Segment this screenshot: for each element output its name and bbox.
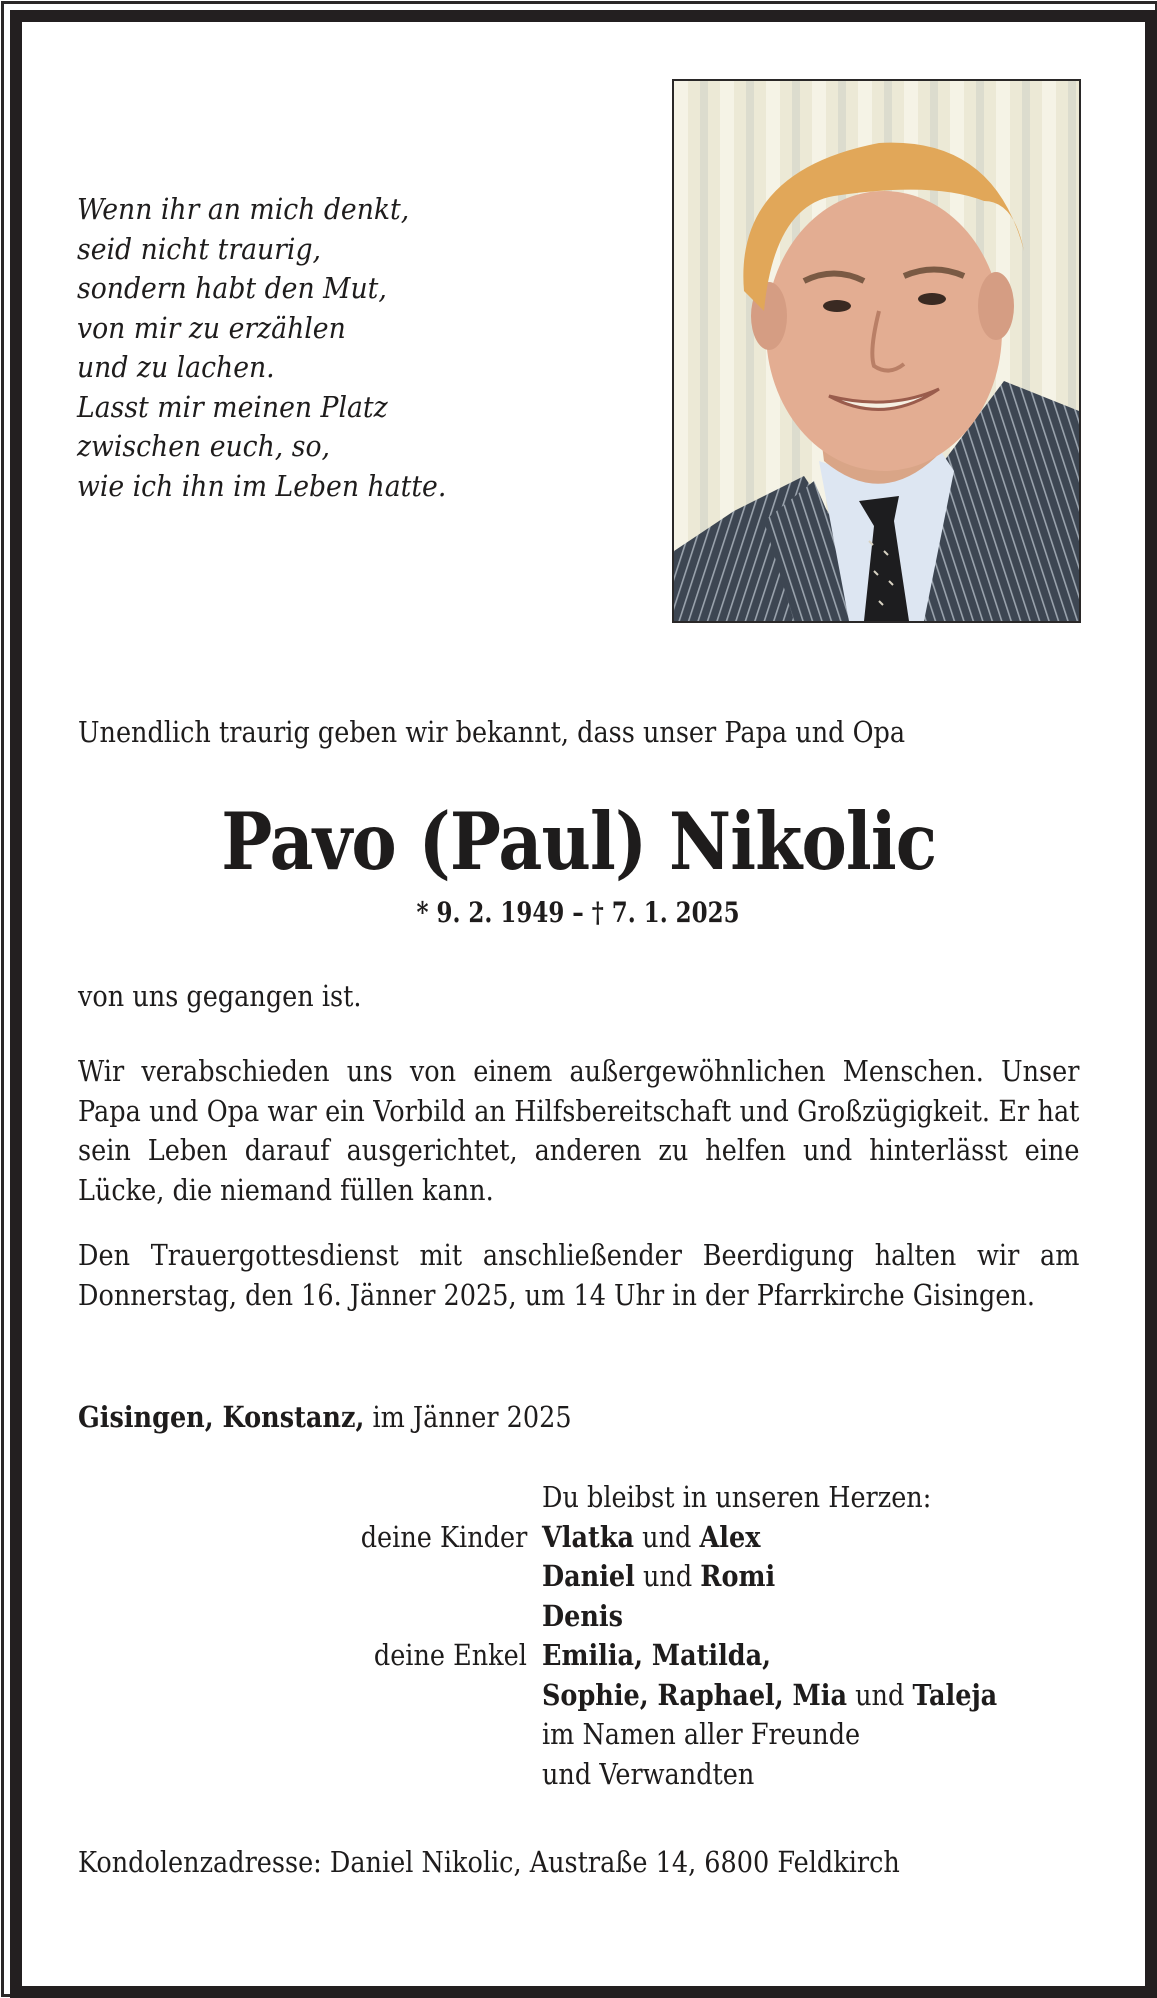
deceased-name <box>0 795 1157 888</box>
life-dates-text: * 9. 2. 1949 – † 7. 1. 2025 <box>416 896 741 929</box>
poem <box>77 190 446 506</box>
grandchildren-line <box>542 1676 997 1716</box>
and-word: und <box>642 1519 692 1554</box>
child-name: Denis <box>542 1598 623 1633</box>
condolence-address: Kondolenzadresse: Daniel Nikolic, Austraße 14, 6800 Feldkirch <box>78 1845 900 1879</box>
date: im Jänner 2025 <box>372 1400 572 1434</box>
others-line: und Verwandten <box>542 1756 755 1791</box>
deceased-name-text: Pavo (Paul) Nikolic <box>220 795 937 888</box>
signatures <box>0 1478 1157 1794</box>
others-line: im Namen aller Freunde <box>542 1717 861 1751</box>
children-line <box>542 1597 623 1637</box>
children-line <box>542 1518 760 1558</box>
portrait-illustration <box>674 81 1079 621</box>
poem-line: wie ich ihn im Leben hatte. <box>77 468 447 503</box>
funeral-paragraph <box>78 1236 1079 1315</box>
place-date <box>78 1398 572 1438</box>
child-name: Daniel <box>542 1559 635 1593</box>
children-label: deine Kinder <box>360 1519 527 1554</box>
grandchildren-label: deine Enkel <box>373 1638 527 1672</box>
children-line <box>542 1557 775 1597</box>
portrait-photo <box>672 79 1081 623</box>
grandchildren-names: Sophie, Raphael, Mia <box>542 1677 848 1712</box>
intro-text: Unendlich traurig geben wir bekannt, dass unser Papa und Opa <box>78 715 906 749</box>
grandchildren-line: Emilia, Matilda, <box>542 1638 772 1672</box>
child-name: Romi <box>700 1559 776 1593</box>
poem-line: Lasst mir meinen Platz <box>77 389 388 424</box>
poem-line: von mir zu erzählen <box>77 310 346 345</box>
poem-line: Wenn ihr an mich denkt, <box>77 192 410 226</box>
passed-away-text: von uns gegangen ist. <box>78 979 362 1013</box>
and-word: und <box>642 1559 693 1593</box>
life-dates <box>0 896 1157 929</box>
funeral-paragraph-text: Den Trauergottesdienst mit anschließender Beerdigung halten wir am Donnerstag, den 16. Jänner 2025, um 14 Uhr in der Pfarrkirche Gisingen. <box>78 1238 1080 1312</box>
child-name: Vlatka <box>542 1519 635 1554</box>
tribute-paragraph-text: Wir verabschieden uns von einem außergewöhnlichen Menschen. Unser Papa und Opa war ein Vorbild an Hilfsbereitschaft und Großzügigkeit. Er hat sein Leben darauf ausgerichtet, anderen zu helfen und hinterlässt eine Lücke, die niemand füllen kann. <box>78 1054 1080 1207</box>
and-word: und <box>855 1677 905 1712</box>
poem-line: und zu lachen. <box>77 350 275 384</box>
places: Gisingen, Konstanz, <box>78 1400 365 1434</box>
poem-line: sondern habt den Mut, <box>77 271 387 305</box>
poem-line: seid nicht traurig, <box>77 231 322 266</box>
tribute-paragraph <box>78 1052 1079 1210</box>
poem-line: zwischen euch, so, <box>77 429 330 463</box>
grandchild-name: Taleja <box>912 1677 998 1712</box>
child-name: Alex <box>699 1519 761 1554</box>
signatures-heading: Du bleibst in unseren Herzen: <box>542 1480 932 1514</box>
